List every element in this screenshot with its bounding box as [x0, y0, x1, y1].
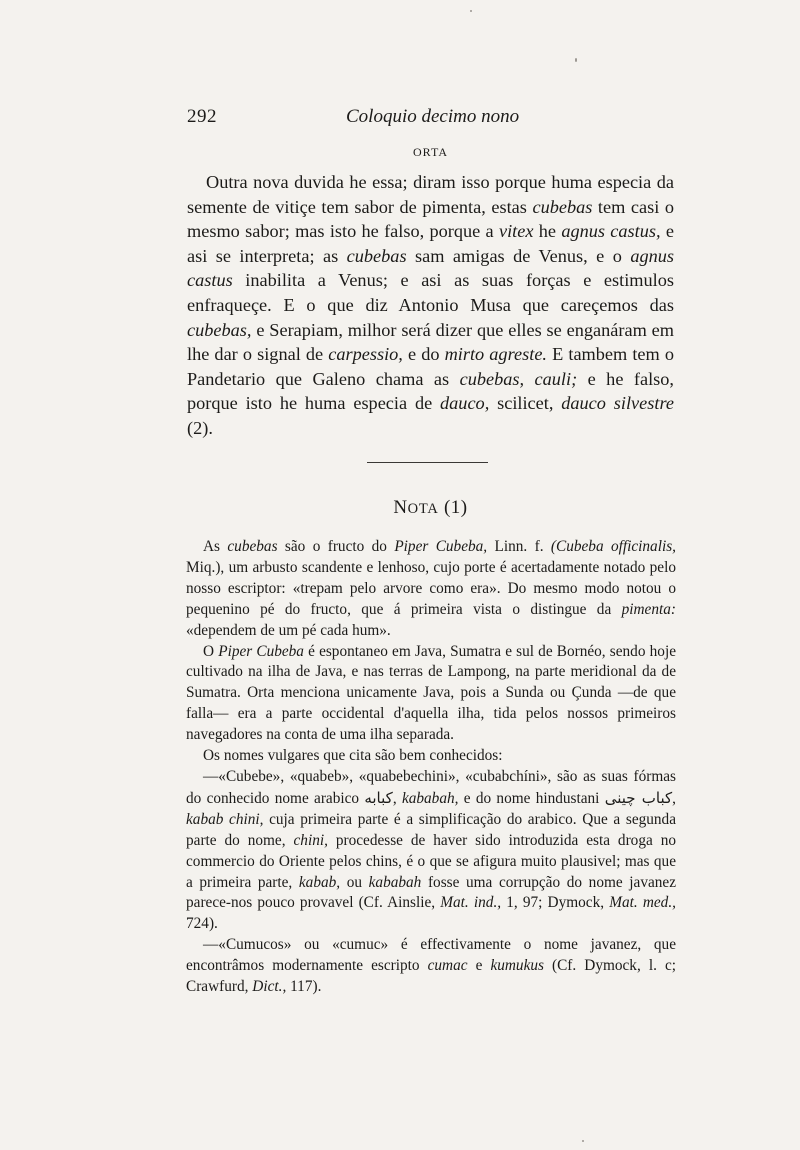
- page-number: 292: [187, 106, 217, 127]
- arabic-word-kabab-chini: كباب چينى: [604, 788, 673, 807]
- page-header: [187, 106, 674, 136]
- note-paragraph-4: —«Cubebe», «quabeb», «quabebechini», «cubabchíni», são as suas fórmas do conhecido nome arabico كبابه, kababah, e do nome hindustani كباب چينى, kabab chini, cuja primeira parte é a simplificação do arabico. Que a segunda parte do nome, chini, procedesse de haver sido introduzida esta droga no commercio do Oriente pelos chins, é o que se afigura muito plausivel; mas que a primeira parte, kabab, ou kababah fosse uma corrupção do nome javanez parece-nos pouco provavel (Cf. Ainslie, Mat. ind., 1, 97; Dymock, Mat. med., 724).: [186, 767, 676, 933]
- note-paragraph-1: As cubebas são o fructo do Piper Cubeba, Linn. f. (Cubeba officinalis, Miq.), um arbusto scandente e lenhoso, cujo porte é acertadamente notado pelo nosso escriptor: «trepam pelo arvore como era». Do mesmo modo notou o pequenino pé do fructo, que á primeira vista o distingue da pimenta: «dependem de um pé cada hum».: [186, 538, 676, 639]
- note-paragraph-2: O Piper Cubeba é espontaneo em Java, Sumatra e sul de Bornéo, sendo hoje cultivado na ilha de Java, e nas terras de Lampong, na parte meridional da de Sumatra. Orta menciona unicamente Java, pois a Sunda ou Çunda —de que falla— era a parte occidental d'aquella ilha, tida pelos nossos primeiros navegadores na conta de uma ilha separada.: [186, 642, 676, 744]
- arabic-word-kababah: كبابه: [364, 788, 393, 807]
- paper-speck: [582, 1140, 584, 1142]
- note-paragraph-3: Os nomes vulgares que cita são bem conhecidos:: [203, 747, 503, 765]
- notes-text: [186, 537, 676, 998]
- note-paragraph-5: —«Cumucos» ou «cumuc» é effectivamente o nome javanez, que encontrâmos modernamente escripto cumac e kumukus (Cf. Dymock, l. c; Crawfurd, Dict., 117).: [186, 936, 676, 996]
- section-divider: [367, 462, 488, 463]
- main-paragraph: Outra nova duvida he essa; diram isso porque huma especia da semente de vitiçe tem sabor de pimenta, estas cubebas tem casi o mesmo sabor; mas isto he falso, porque a vitex he agnus castus, e asi se interpreta; as cubebas sam amigas de Venus, e o agnus castus inabilita a Venus; e asi as suas forças e estimulos enfraqueçe. E o que diz Antonio Musa que careçemos das cubebas, e Serapiam, milhor será dizer que elles se enganáram em lhe dar o signal de carpessio, e do mirto agreste. E tambem tem o Pandetario que Galeno chama as cubebas, cauli; e he falso, porque isto he huma especia de dauco, scilicet, dauco silvestre (2).: [187, 172, 675, 438]
- nota-heading: NOTA (1): [393, 497, 468, 518]
- speaker-label: ORTA: [413, 145, 448, 159]
- paper-speck: [575, 58, 577, 62]
- paper-speck: [470, 10, 472, 12]
- running-title: Coloquio decimo nono: [346, 106, 520, 127]
- main-text: [187, 170, 674, 441]
